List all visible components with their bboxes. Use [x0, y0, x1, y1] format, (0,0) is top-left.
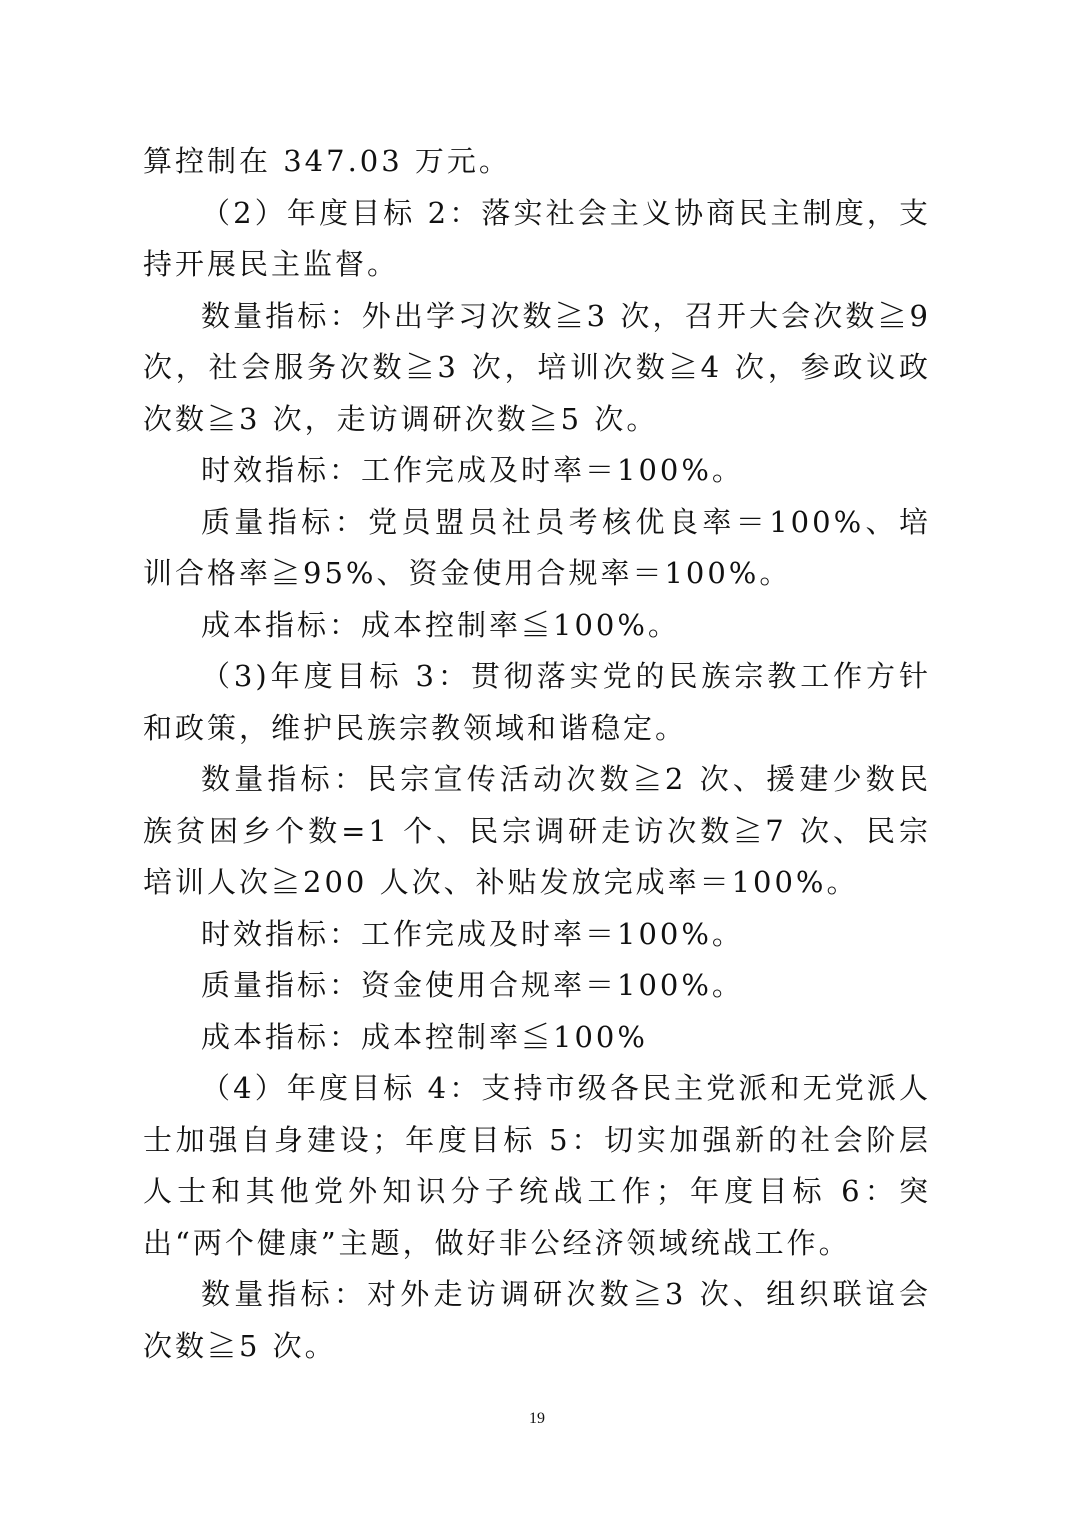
- paragraph-goal-2-quantity: 数量指标：外出学习次数≧3 次，召开大会次数≧9 次，社会服务次数≧3 次，培训次数≧4 次，参政议政次数≧3 次，走访调研次数≧5 次。: [143, 298, 931, 436]
- paragraph-goals-4-5-6: （4）年度目标 4：支持市级各民主党派和无党派人士加强自身建设；年度目标 5：切实加强新的社会阶层人士和其他党外知识分子统战工作；年度目标 6：突出“两个健康”主题，做好非公经济领域统战工作。: [143, 1071, 931, 1260]
- paragraph-goal-2-cost: 成本指标：成本控制率≦100%。: [201, 607, 680, 642]
- paragraph-goals-4-6-quantity: 数量指标：对外走访调研次数≧3 次、组织联谊会次数≧5 次。: [143, 1277, 931, 1363]
- paragraph-goal-2-timeliness: 时效指标：工作完成及时率＝100%。: [201, 453, 744, 487]
- paragraph-goal-3-quantity: 数量指标：民宗宣传活动次数≧2 次、援建少数民族贫困乡个数=1 个、民宗调研走访次数≧7 次、民宗培训人次≧200 人次、补贴发放完成率＝100%。: [143, 762, 931, 899]
- paragraph-goal-3-quality: 质量指标：资金使用合规率＝100%。: [201, 968, 744, 1002]
- paragraph-goal-2: （2）年度目标 2：落实社会主义协商民主制度，支持开展民主监督。: [143, 195, 931, 281]
- page-number: 19: [529, 1410, 545, 1427]
- paragraph-goal-3-timeliness: 时效指标：工作完成及时率＝100%。: [201, 916, 744, 951]
- paragraph-goal-2-quality: 质量指标：党员盟员社员考核优良率＝100%、培训合格率≧95%、资金使用合规率＝100%。: [143, 504, 931, 590]
- paragraph-budget-continuation: 算控制在 347.03 万元。: [143, 144, 511, 178]
- paragraph-goal-3: （3)年度目标 3：贯彻落实党的民族宗教工作方针和政策，维护民族宗教领域和谐稳定。: [143, 659, 931, 745]
- paragraph-goal-3-cost: 成本指标：成本控制率≦100%: [201, 1019, 648, 1054]
- document-body: [143, 136, 931, 1372]
